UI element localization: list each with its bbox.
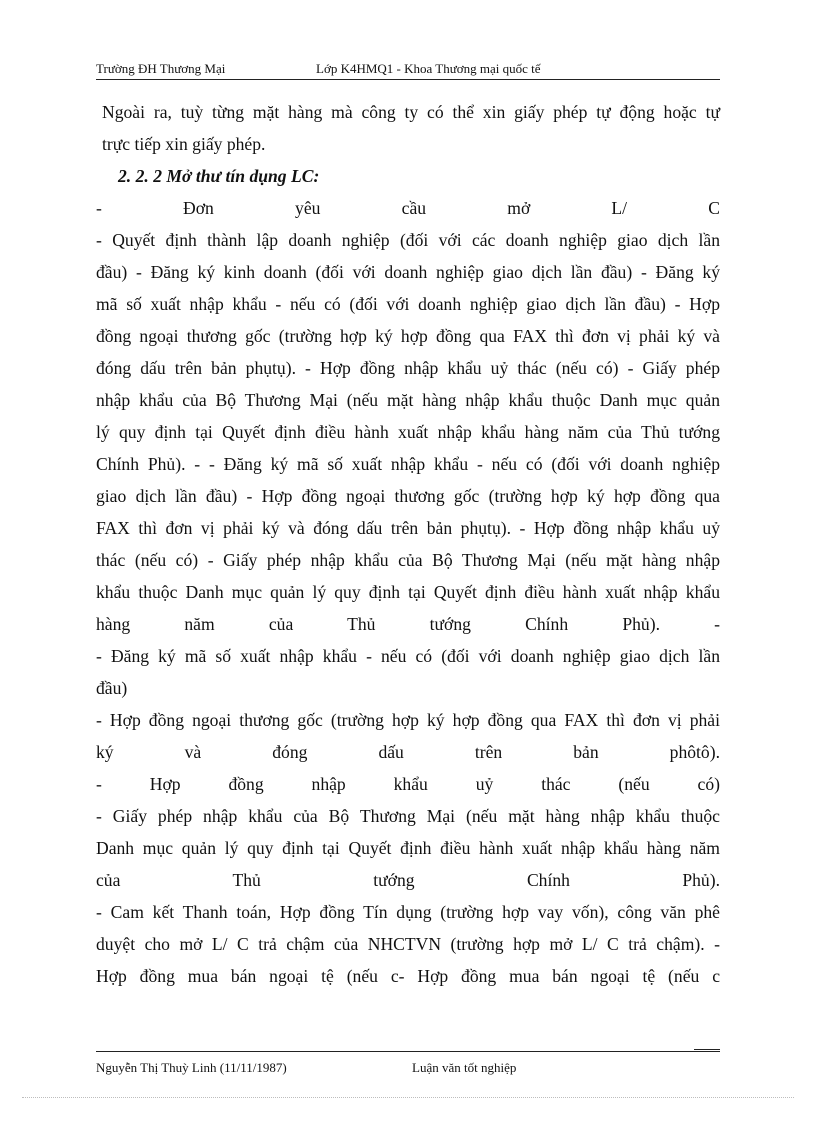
body-line: - Cam kết Thanh toán, Hợp đồng Tín dụng (trường hợp vay vốn), công văn phê: [96, 902, 720, 922]
body-line: ký và đóng dấu trên bản phôtô).: [96, 742, 720, 762]
body-line: giao dịch lần đầu) - Hợp đồng ngoại thương gốc (trường hợp ký hợp đồng qua: [96, 486, 720, 506]
body-line: nhập khẩu của Bộ Thương Mại (nếu mặt hàng nhập khẩu thuộc Danh mục quản: [96, 390, 720, 410]
body-line: hàng năm của Thủ tướng Chính Phủ). -: [96, 614, 720, 634]
body-line: khẩu thuộc Danh mục quản lý quy định tại Quyết định điều hành xuất nhập khẩu: [96, 582, 720, 602]
body-line: Danh mục quản lý quy định tại Quyết định điều hành xuất nhập khẩu hàng năm: [96, 838, 720, 858]
body-line: - Đăng ký mã số xuất nhập khẩu - nếu có (đối với doanh nghiệp giao dịch lần: [96, 646, 720, 666]
body-line: - Hợp đồng nhập khẩu uỷ thác (nếu có): [96, 774, 720, 794]
body-line: đóng dấu trên bản phụtụ). - Hợp đồng nhập khẩu uỷ thác (nếu có) - Giấy phép: [96, 358, 720, 378]
body-line: - Giấy phép nhập khẩu của Bộ Thương Mại (nếu mặt hàng nhập khẩu thuộc: [96, 806, 720, 826]
section-heading: 2. 2. 2 Mở thư tín dụng LC:: [118, 166, 320, 186]
footer-thesis-label: Luận văn tốt nghiệp: [412, 1060, 517, 1075]
body-line: Hợp đồng mua bán ngoại tệ (nếu c- Hợp đồng mua bán ngoại tệ (nếu c: [96, 966, 720, 986]
footer-rule-segment: [694, 1049, 720, 1050]
body-line: mã số xuất nhập khẩu - nếu có (đối với doanh nghiệp giao dịch lần đầu) - Hợp: [96, 294, 720, 314]
footer-rule: [96, 1051, 720, 1052]
body-line: - Đơn yêu cầu mở L/ C: [96, 198, 720, 218]
body-line: trực tiếp xin giấy phép.: [102, 134, 266, 154]
body-line: - Hợp đồng ngoại thương gốc (trường hợp ký hợp đồng qua FAX thì đơn vị phải: [96, 710, 720, 730]
body-line: thác (nếu có) - Giấy phép nhập khẩu của Bộ Thương Mại (nếu mặt hàng nhập: [96, 550, 720, 570]
header-class-faculty: Lớp K4HMQ1 - Khoa Thương mại quốc tế: [316, 61, 541, 76]
body-line: FAX thì đơn vị phải ký và đóng dấu trên bản phụtụ). - Hợp đồng nhập khẩu uỷ: [96, 518, 720, 538]
footer-author: Nguyễn Thị Thuỳ Linh (11/11/1987): [96, 1060, 287, 1075]
header-rule: [96, 79, 720, 80]
page-header: [96, 60, 720, 80]
body-line: của Thủ tướng Chính Phủ).: [96, 870, 720, 890]
body-line: đồng ngoại thương gốc (trường hợp ký hợp đồng qua FAX thì đơn vị phải ký và: [96, 326, 720, 346]
body-line: duyệt cho mở L/ C trả chậm của NHCTVN (trường hợp mở L/ C trả chậm). -: [96, 934, 720, 954]
body-line: đầu): [96, 678, 128, 698]
body-line: - Quyết định thành lập doanh nghiệp (đối với các doanh nghiệp giao dịch lần: [96, 230, 720, 250]
page-break-line: [22, 1097, 794, 1098]
header-school: Trường ĐH Thương Mại: [96, 61, 226, 76]
document-body: [96, 96, 720, 992]
body-line: đầu) - Đăng ký kinh doanh (đối với doanh nghiệp giao dịch lần đầu) - Đăng ký: [96, 262, 720, 282]
body-line: lý quy định tại Quyết định điều hành xuất nhập khẩu hàng năm của Thủ tướng: [96, 422, 720, 442]
body-line: Ngoài ra, tuỳ từng mặt hàng mà công ty có thể xin giấy phép tự động hoặc tự: [102, 102, 720, 122]
page-footer: [96, 1059, 720, 1079]
body-line: Chính Phủ). - - Đăng ký mã số xuất nhập khẩu - nếu có (đối với doanh nghiệp: [96, 454, 720, 474]
